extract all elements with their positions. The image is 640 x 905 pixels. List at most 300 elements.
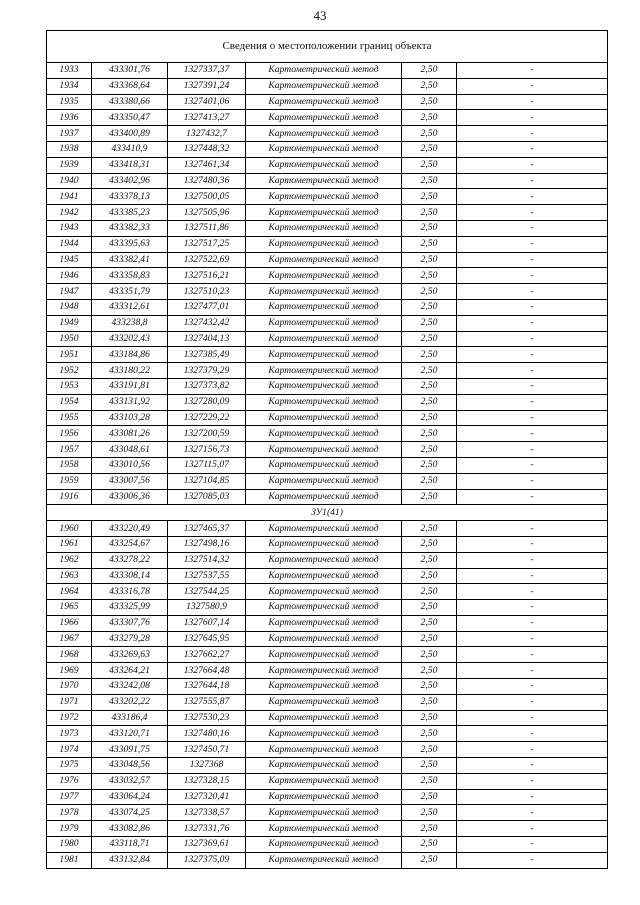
point-number-cell: 1944 xyxy=(47,236,92,252)
description-cell: - xyxy=(457,758,608,774)
method-cell: Картометрический метод xyxy=(246,410,402,426)
method-cell: Картометрический метод xyxy=(246,378,402,394)
x-coordinate-cell: 433048,61 xyxy=(92,442,168,458)
point-number-cell: 1939 xyxy=(47,157,92,173)
y-coordinate-cell: 1327328,15 xyxy=(168,773,246,789)
method-cell: Картометрический метод xyxy=(246,694,402,710)
accuracy-cell: 2,50 xyxy=(402,157,457,173)
description-cell: - xyxy=(457,473,608,489)
table-row xyxy=(47,284,608,300)
point-number-cell: 1945 xyxy=(47,252,92,268)
y-coordinate-cell: 1327480,36 xyxy=(168,173,246,189)
method-cell: Картометрический метод xyxy=(246,157,402,173)
table-row xyxy=(47,663,608,679)
description-cell: - xyxy=(457,236,608,252)
table-row xyxy=(47,442,608,458)
x-coordinate-cell: 433103,28 xyxy=(92,410,168,426)
x-coordinate-cell: 433186,4 xyxy=(92,710,168,726)
description-cell: - xyxy=(457,552,608,568)
accuracy-cell: 2,50 xyxy=(402,473,457,489)
description-cell: - xyxy=(457,78,608,94)
method-cell: Картометрический метод xyxy=(246,584,402,600)
x-coordinate-cell: 433368,64 xyxy=(92,78,168,94)
method-cell: Картометрический метод xyxy=(246,173,402,189)
accuracy-cell: 2,50 xyxy=(402,457,457,473)
description-cell: - xyxy=(457,568,608,584)
method-cell: Картометрический метод xyxy=(246,331,402,347)
table-row xyxy=(47,157,608,173)
accuracy-cell: 2,50 xyxy=(402,363,457,379)
point-number-cell: 1962 xyxy=(47,552,92,568)
x-coordinate-cell: 433400,89 xyxy=(92,126,168,142)
x-coordinate-cell: 433082,86 xyxy=(92,821,168,837)
point-number-cell: 1955 xyxy=(47,410,92,426)
accuracy-cell: 2,50 xyxy=(402,347,457,363)
table-row xyxy=(47,679,608,695)
description-cell: - xyxy=(457,157,608,173)
x-coordinate-cell: 433091,75 xyxy=(92,742,168,758)
method-cell: Картометрический метод xyxy=(246,426,402,442)
point-number-cell: 1967 xyxy=(47,631,92,647)
table-row xyxy=(47,473,608,489)
table-row xyxy=(47,552,608,568)
y-coordinate-cell: 1327580,9 xyxy=(168,600,246,616)
x-coordinate-cell: 433180,22 xyxy=(92,363,168,379)
method-cell: Картометрический метод xyxy=(246,236,402,252)
y-coordinate-cell: 1327450,71 xyxy=(168,742,246,758)
description-cell: - xyxy=(457,205,608,221)
accuracy-cell: 2,50 xyxy=(402,631,457,647)
x-coordinate-cell: 433385,23 xyxy=(92,205,168,221)
x-coordinate-cell: 433351,79 xyxy=(92,284,168,300)
x-coordinate-cell: 433220,49 xyxy=(92,521,168,537)
point-number-cell: 1979 xyxy=(47,821,92,837)
accuracy-cell: 2,50 xyxy=(402,821,457,837)
method-cell: Картометрический метод xyxy=(246,631,402,647)
y-coordinate-cell: 1327229,22 xyxy=(168,410,246,426)
table-row xyxy=(47,394,608,410)
x-coordinate-cell: 433380,66 xyxy=(92,94,168,110)
point-number-cell: 1980 xyxy=(47,837,92,853)
y-coordinate-cell: 1327461,34 xyxy=(168,157,246,173)
table-row xyxy=(47,94,608,110)
point-number-cell: 1973 xyxy=(47,726,92,742)
y-coordinate-cell: 1327085,03 xyxy=(168,489,246,505)
point-number-cell: 1975 xyxy=(47,758,92,774)
point-number-cell: 1959 xyxy=(47,473,92,489)
table-row xyxy=(47,821,608,837)
x-coordinate-cell: 433202,22 xyxy=(92,694,168,710)
y-coordinate-cell: 1327511,86 xyxy=(168,220,246,236)
table-row xyxy=(47,600,608,616)
accuracy-cell: 2,50 xyxy=(402,789,457,805)
x-coordinate-cell: 433308,14 xyxy=(92,568,168,584)
accuracy-cell: 2,50 xyxy=(402,205,457,221)
x-coordinate-cell: 433242,08 xyxy=(92,679,168,695)
table-row xyxy=(47,173,608,189)
method-cell: Картометрический метод xyxy=(246,758,402,774)
point-number-cell: 1956 xyxy=(47,426,92,442)
table-body-part1 xyxy=(47,63,608,505)
table-row xyxy=(47,189,608,205)
method-cell: Картометрический метод xyxy=(246,78,402,94)
accuracy-cell: 2,50 xyxy=(402,805,457,821)
point-number-cell: 1937 xyxy=(47,126,92,142)
y-coordinate-cell: 1327477,01 xyxy=(168,299,246,315)
description-cell: - xyxy=(457,837,608,853)
method-cell: Картометрический метод xyxy=(246,220,402,236)
point-number-cell: 1954 xyxy=(47,394,92,410)
point-number-cell: 1933 xyxy=(47,63,92,79)
point-number-cell: 1942 xyxy=(47,205,92,221)
point-number-cell: 1981 xyxy=(47,852,92,868)
point-number-cell: 1943 xyxy=(47,220,92,236)
y-coordinate-cell: 1327517,25 xyxy=(168,236,246,252)
table-row xyxy=(47,536,608,552)
point-number-cell: 1948 xyxy=(47,299,92,315)
x-coordinate-cell: 433048,56 xyxy=(92,758,168,774)
description-cell: - xyxy=(457,363,608,379)
accuracy-cell: 2,50 xyxy=(402,284,457,300)
accuracy-cell: 2,50 xyxy=(402,78,457,94)
description-cell: - xyxy=(457,173,608,189)
accuracy-cell: 2,50 xyxy=(402,679,457,695)
section-row-group xyxy=(47,505,608,521)
table-row xyxy=(47,363,608,379)
description-cell: - xyxy=(457,126,608,142)
table-row xyxy=(47,252,608,268)
section-row xyxy=(47,505,608,521)
description-cell: - xyxy=(457,726,608,742)
point-number-cell: 1977 xyxy=(47,789,92,805)
y-coordinate-cell: 1327369,61 xyxy=(168,837,246,853)
method-cell: Картометрический метод xyxy=(246,299,402,315)
point-number-cell: 1935 xyxy=(47,94,92,110)
y-coordinate-cell: 1327375,09 xyxy=(168,852,246,868)
y-coordinate-cell: 1327514,32 xyxy=(168,552,246,568)
y-coordinate-cell: 1327530,23 xyxy=(168,710,246,726)
point-number-cell: 1965 xyxy=(47,600,92,616)
description-cell: - xyxy=(457,679,608,695)
point-number-cell: 1951 xyxy=(47,347,92,363)
y-coordinate-cell: 1327644,18 xyxy=(168,679,246,695)
y-coordinate-cell: 1327544,25 xyxy=(168,584,246,600)
method-cell: Картометрический метод xyxy=(246,284,402,300)
y-coordinate-cell: 1327448,32 xyxy=(168,141,246,157)
accuracy-cell: 2,50 xyxy=(402,189,457,205)
x-coordinate-cell: 433081,26 xyxy=(92,426,168,442)
method-cell: Картометрический метод xyxy=(246,742,402,758)
table-row xyxy=(47,331,608,347)
accuracy-cell: 2,50 xyxy=(402,536,457,552)
description-cell: - xyxy=(457,663,608,679)
method-cell: Картометрический метод xyxy=(246,568,402,584)
y-coordinate-cell: 1327510,23 xyxy=(168,284,246,300)
table-row xyxy=(47,236,608,252)
y-coordinate-cell: 1327401,06 xyxy=(168,94,246,110)
point-number-cell: 1940 xyxy=(47,173,92,189)
accuracy-cell: 2,50 xyxy=(402,615,457,631)
point-number-cell: 1934 xyxy=(47,78,92,94)
y-coordinate-cell: 1327607,14 xyxy=(168,615,246,631)
description-cell: - xyxy=(457,268,608,284)
table-row xyxy=(47,837,608,853)
table-row xyxy=(47,726,608,742)
table-row xyxy=(47,315,608,331)
y-coordinate-cell: 1327465,37 xyxy=(168,521,246,537)
y-coordinate-cell: 1327368 xyxy=(168,758,246,774)
y-coordinate-cell: 1327200,59 xyxy=(168,426,246,442)
x-coordinate-cell: 433032,57 xyxy=(92,773,168,789)
x-coordinate-cell: 433301,76 xyxy=(92,63,168,79)
x-coordinate-cell: 433316,78 xyxy=(92,584,168,600)
point-number-cell: 1952 xyxy=(47,363,92,379)
table-body-part2 xyxy=(47,521,608,869)
accuracy-cell: 2,50 xyxy=(402,758,457,774)
x-coordinate-cell: 433312,61 xyxy=(92,299,168,315)
y-coordinate-cell: 1327337,37 xyxy=(168,63,246,79)
x-coordinate-cell: 433350,47 xyxy=(92,110,168,126)
point-number-cell: 1964 xyxy=(47,584,92,600)
table-row xyxy=(47,63,608,79)
x-coordinate-cell: 433010,56 xyxy=(92,457,168,473)
point-number-cell: 1976 xyxy=(47,773,92,789)
description-cell: - xyxy=(457,584,608,600)
point-number-cell: 1968 xyxy=(47,647,92,663)
description-cell: - xyxy=(457,94,608,110)
description-cell: - xyxy=(457,331,608,347)
accuracy-cell: 2,50 xyxy=(402,521,457,537)
y-coordinate-cell: 1327645,95 xyxy=(168,631,246,647)
table-row xyxy=(47,758,608,774)
table-row xyxy=(47,805,608,821)
x-coordinate-cell: 433410,9 xyxy=(92,141,168,157)
y-coordinate-cell: 1327413,27 xyxy=(168,110,246,126)
point-number-cell: 1953 xyxy=(47,378,92,394)
description-cell: - xyxy=(457,410,608,426)
description-cell: - xyxy=(457,426,608,442)
method-cell: Картометрический метод xyxy=(246,521,402,537)
point-number-cell: 1966 xyxy=(47,615,92,631)
point-number-cell: 1946 xyxy=(47,268,92,284)
y-coordinate-cell: 1327320,41 xyxy=(168,789,246,805)
accuracy-cell: 2,50 xyxy=(402,489,457,505)
x-coordinate-cell: 433202,43 xyxy=(92,331,168,347)
description-cell: - xyxy=(457,457,608,473)
description-cell: - xyxy=(457,615,608,631)
table-row xyxy=(47,410,608,426)
accuracy-cell: 2,50 xyxy=(402,742,457,758)
accuracy-cell: 2,50 xyxy=(402,110,457,126)
table-row xyxy=(47,584,608,600)
point-number-cell: 1941 xyxy=(47,189,92,205)
method-cell: Картометрический метод xyxy=(246,189,402,205)
method-cell: Картометрический метод xyxy=(246,63,402,79)
point-number-cell: 1936 xyxy=(47,110,92,126)
y-coordinate-cell: 1327331,76 xyxy=(168,821,246,837)
description-cell: - xyxy=(457,773,608,789)
y-coordinate-cell: 1327385,49 xyxy=(168,347,246,363)
description-cell: - xyxy=(457,252,608,268)
method-cell: Картометрический метод xyxy=(246,837,402,853)
accuracy-cell: 2,50 xyxy=(402,299,457,315)
accuracy-cell: 2,50 xyxy=(402,63,457,79)
x-coordinate-cell: 433118,71 xyxy=(92,837,168,853)
accuracy-cell: 2,50 xyxy=(402,378,457,394)
description-cell: - xyxy=(457,299,608,315)
x-coordinate-cell: 433395,63 xyxy=(92,236,168,252)
accuracy-cell: 2,50 xyxy=(402,394,457,410)
description-cell: - xyxy=(457,821,608,837)
point-number-cell: 1916 xyxy=(47,489,92,505)
method-cell: Картометрический метод xyxy=(246,394,402,410)
table-row xyxy=(47,615,608,631)
accuracy-cell: 2,50 xyxy=(402,331,457,347)
description-cell: - xyxy=(457,315,608,331)
x-coordinate-cell: 433064,24 xyxy=(92,789,168,805)
y-coordinate-cell: 1327516,21 xyxy=(168,268,246,284)
description-cell: - xyxy=(457,63,608,79)
x-coordinate-cell: 433402,96 xyxy=(92,173,168,189)
y-coordinate-cell: 1327391,24 xyxy=(168,78,246,94)
table-row xyxy=(47,347,608,363)
section-label: ЗУ1(41) xyxy=(47,505,608,521)
accuracy-cell: 2,50 xyxy=(402,126,457,142)
table-row xyxy=(47,426,608,442)
point-number-cell: 1957 xyxy=(47,442,92,458)
page-number: 43 xyxy=(313,8,327,23)
accuracy-cell: 2,50 xyxy=(402,584,457,600)
table-row xyxy=(47,489,608,505)
point-number-cell: 1978 xyxy=(47,805,92,821)
coordinates-table xyxy=(46,62,608,869)
x-coordinate-cell: 433264,21 xyxy=(92,663,168,679)
point-number-cell: 1958 xyxy=(47,457,92,473)
point-number-cell: 1947 xyxy=(47,284,92,300)
x-coordinate-cell: 433325,99 xyxy=(92,600,168,616)
method-cell: Картометрический метод xyxy=(246,268,402,284)
x-coordinate-cell: 433418,31 xyxy=(92,157,168,173)
accuracy-cell: 2,50 xyxy=(402,647,457,663)
y-coordinate-cell: 1327480,16 xyxy=(168,726,246,742)
y-coordinate-cell: 1327505,96 xyxy=(168,205,246,221)
method-cell: Картометрический метод xyxy=(246,347,402,363)
accuracy-cell: 2,50 xyxy=(402,426,457,442)
x-coordinate-cell: 433278,22 xyxy=(92,552,168,568)
point-number-cell: 1949 xyxy=(47,315,92,331)
method-cell: Картометрический метод xyxy=(246,615,402,631)
method-cell: Картометрический метод xyxy=(246,773,402,789)
y-coordinate-cell: 1327537,55 xyxy=(168,568,246,584)
method-cell: Картометрический метод xyxy=(246,600,402,616)
x-coordinate-cell: 433007,56 xyxy=(92,473,168,489)
x-coordinate-cell: 433378,13 xyxy=(92,189,168,205)
y-coordinate-cell: 1327338,57 xyxy=(168,805,246,821)
table-row xyxy=(47,126,608,142)
description-cell: - xyxy=(457,852,608,868)
description-cell: - xyxy=(457,110,608,126)
method-cell: Картометрический метод xyxy=(246,789,402,805)
method-cell: Картометрический метод xyxy=(246,315,402,331)
method-cell: Картометрический метод xyxy=(246,805,402,821)
point-number-cell: 1938 xyxy=(47,141,92,157)
method-cell: Картометрический метод xyxy=(246,110,402,126)
description-cell: - xyxy=(457,631,608,647)
table-row xyxy=(47,521,608,537)
x-coordinate-cell: 433254,67 xyxy=(92,536,168,552)
table-row xyxy=(47,78,608,94)
y-coordinate-cell: 1327664,48 xyxy=(168,663,246,679)
accuracy-cell: 2,50 xyxy=(402,773,457,789)
table-row xyxy=(47,789,608,805)
description-cell: - xyxy=(457,600,608,616)
y-coordinate-cell: 1327104,85 xyxy=(168,473,246,489)
description-cell: - xyxy=(457,141,608,157)
description-cell: - xyxy=(457,694,608,710)
x-coordinate-cell: 433191,81 xyxy=(92,378,168,394)
method-cell: Картометрический метод xyxy=(246,852,402,868)
y-coordinate-cell: 1327379,29 xyxy=(168,363,246,379)
table-row xyxy=(47,647,608,663)
point-number-cell: 1970 xyxy=(47,679,92,695)
point-number-cell: 1974 xyxy=(47,742,92,758)
table-row xyxy=(47,299,608,315)
point-number-cell: 1950 xyxy=(47,331,92,347)
table-row xyxy=(47,742,608,758)
method-cell: Картометрический метод xyxy=(246,710,402,726)
description-cell: - xyxy=(457,742,608,758)
x-coordinate-cell: 433120,71 xyxy=(92,726,168,742)
method-cell: Картометрический метод xyxy=(246,552,402,568)
accuracy-cell: 2,50 xyxy=(402,268,457,284)
x-coordinate-cell: 433358,83 xyxy=(92,268,168,284)
y-coordinate-cell: 1327500,05 xyxy=(168,189,246,205)
x-coordinate-cell: 433184,86 xyxy=(92,347,168,363)
method-cell: Картометрический метод xyxy=(246,205,402,221)
method-cell: Картометрический метод xyxy=(246,647,402,663)
table-row xyxy=(47,268,608,284)
y-coordinate-cell: 1327404,13 xyxy=(168,331,246,347)
method-cell: Картометрический метод xyxy=(246,457,402,473)
accuracy-cell: 2,50 xyxy=(402,94,457,110)
method-cell: Картометрический метод xyxy=(246,489,402,505)
accuracy-cell: 2,50 xyxy=(402,315,457,331)
description-cell: - xyxy=(457,710,608,726)
description-cell: - xyxy=(457,442,608,458)
table-row xyxy=(47,773,608,789)
accuracy-cell: 2,50 xyxy=(402,220,457,236)
y-coordinate-cell: 1327555,87 xyxy=(168,694,246,710)
description-cell: - xyxy=(457,789,608,805)
accuracy-cell: 2,50 xyxy=(402,663,457,679)
accuracy-cell: 2,50 xyxy=(402,837,457,853)
accuracy-cell: 2,50 xyxy=(402,726,457,742)
method-cell: Картометрический метод xyxy=(246,821,402,837)
description-cell: - xyxy=(457,189,608,205)
method-cell: Картометрический метод xyxy=(246,94,402,110)
y-coordinate-cell: 1327662,27 xyxy=(168,647,246,663)
method-cell: Картометрический метод xyxy=(246,252,402,268)
method-cell: Картометрический метод xyxy=(246,536,402,552)
y-coordinate-cell: 1327432,42 xyxy=(168,315,246,331)
point-number-cell: 1963 xyxy=(47,568,92,584)
table-row xyxy=(47,378,608,394)
table-row xyxy=(47,568,608,584)
description-cell: - xyxy=(457,805,608,821)
description-cell: - xyxy=(457,647,608,663)
table-row xyxy=(47,110,608,126)
method-cell: Картометрический метод xyxy=(246,126,402,142)
